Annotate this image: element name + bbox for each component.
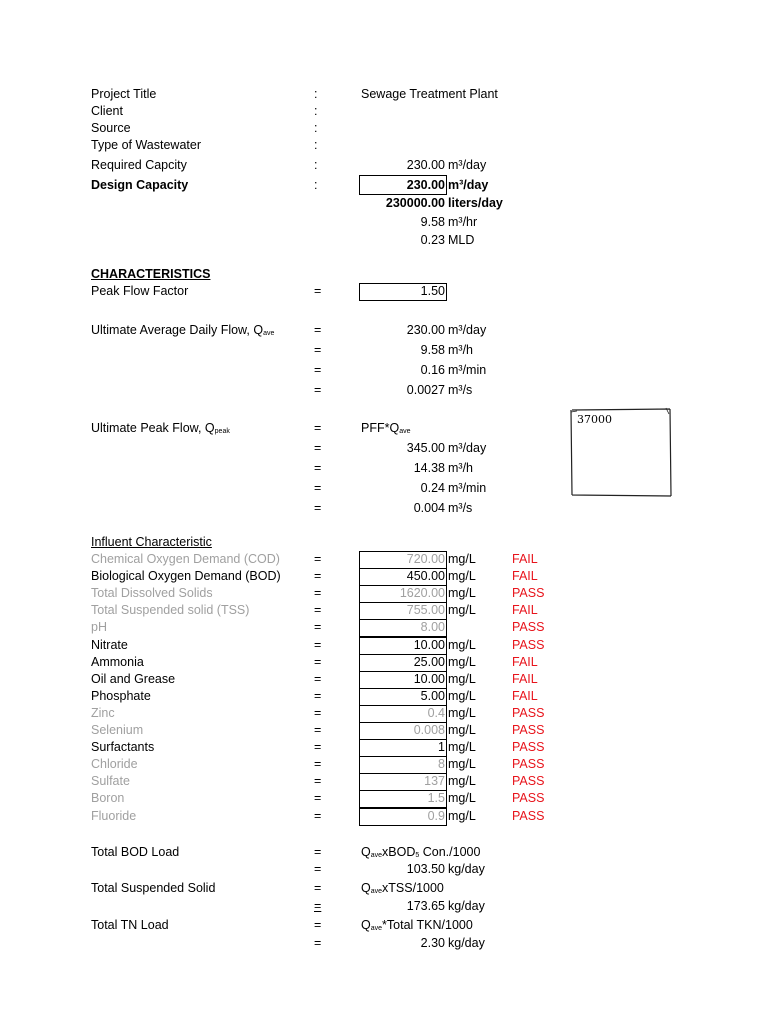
- colon: :: [314, 178, 318, 192]
- tn-load-label: Total TN Load: [91, 918, 169, 932]
- qave-value: 0.0027: [406, 383, 445, 397]
- influent-parameter-name: Surfactants: [91, 740, 155, 754]
- influent-result-badge: PASS: [512, 586, 545, 600]
- equals-sign: =: [314, 706, 322, 720]
- required-capacity-value: 230.00: [406, 158, 445, 172]
- colon: :: [314, 158, 318, 172]
- influent-result-badge: PASS: [512, 620, 545, 634]
- influent-parameter-name: Chemical Oxygen Demand (COD): [91, 552, 280, 566]
- influent-result-badge: FAIL: [512, 689, 538, 703]
- design-liters-unit: liters/day: [448, 196, 503, 210]
- influent-value: 8: [438, 757, 445, 771]
- influent-result-badge: PASS: [512, 774, 545, 788]
- influent-unit: mg/L: [448, 689, 476, 703]
- required-capacity-unit: m³/day: [448, 158, 487, 172]
- influent-result-badge: PASS: [512, 706, 545, 720]
- equals-sign: =: [314, 363, 322, 377]
- equals-sign: =: [314, 918, 322, 932]
- influent-unit: mg/L: [448, 791, 476, 805]
- bod-load-unit: kg/day: [448, 862, 485, 876]
- influent-unit: mg/L: [448, 723, 476, 737]
- influent-value: 1620.00: [399, 586, 445, 600]
- qpeak-unit: m³/min: [448, 481, 487, 495]
- influent-value: 0.4: [427, 706, 445, 720]
- tss-load-value: 173.65: [406, 899, 445, 913]
- equals-sign: =: [314, 881, 322, 895]
- qpeak-value: 0.004: [413, 501, 445, 515]
- equals-sign: =: [314, 441, 322, 455]
- equals-sign: =: [314, 899, 322, 913]
- project-title-label: Project Title: [91, 87, 157, 101]
- tss-load-unit: kg/day: [448, 899, 485, 913]
- influent-parameter-name: pH: [91, 620, 107, 634]
- qpeak-unit: m³/day: [448, 441, 487, 455]
- colon: :: [314, 138, 318, 152]
- influent-value: 755.00: [406, 603, 445, 617]
- equals-sign: =: [314, 689, 322, 703]
- equals-sign: =: [314, 461, 322, 475]
- influent-parameter-name: Selenium: [91, 723, 144, 737]
- design-hourly-unit: m³/hr: [448, 215, 478, 229]
- handwritten-note-box: [571, 409, 671, 497]
- equals-sign: =: [314, 845, 322, 859]
- equals-sign: =: [314, 586, 322, 600]
- influent-result-badge: PASS: [512, 757, 545, 771]
- equals-sign: =: [314, 552, 322, 566]
- influent-result-badge: PASS: [512, 791, 545, 805]
- client-label: Client: [91, 104, 123, 118]
- bod-load-formula: $Q_{ave}xBOD_5$ Con./1000: [361, 845, 481, 859]
- equals-sign: =: [314, 740, 322, 754]
- influent-parameter-name: Chloride: [91, 757, 138, 771]
- influent-result-badge: PASS: [512, 740, 545, 754]
- design-mld-unit: MLD: [448, 233, 475, 247]
- qpeak-value: 345.00: [406, 441, 445, 455]
- equals-sign: =: [314, 323, 322, 337]
- influent-result-badge: PASS: [512, 723, 545, 737]
- equals-sign: =: [314, 672, 322, 686]
- design-capacity-label: Design Capacity: [91, 178, 189, 192]
- influent-result-badge: FAIL: [512, 672, 538, 686]
- influent-value: 1.5: [427, 791, 445, 805]
- influent-parameter-name: Fluoride: [91, 809, 137, 823]
- equals-sign: =: [314, 774, 322, 788]
- project-title-value: Sewage Treatment Plant: [361, 87, 498, 101]
- influent-unit: mg/L: [448, 655, 476, 669]
- influent-parameter-name: Total Suspended solid (TSS): [91, 603, 250, 617]
- equals-sign: =: [314, 620, 322, 634]
- influent-result-badge: FAIL: [512, 552, 538, 566]
- qave-value: 230.00: [406, 323, 445, 337]
- influent-parameter-name: Zinc: [91, 706, 115, 720]
- influent-unit: mg/L: [448, 552, 476, 566]
- influent-value: 10.00: [413, 672, 445, 686]
- equals-sign: =: [314, 603, 322, 617]
- influent-result-badge: FAIL: [512, 569, 538, 583]
- equals-sign: =: [314, 284, 322, 298]
- equals-sign: =: [314, 655, 322, 669]
- influent-parameter-name: Phosphate: [91, 689, 151, 703]
- equals-sign: =: [314, 343, 322, 357]
- influent-value: 1: [438, 740, 445, 754]
- wastewater-type-label: Type of Wastewater: [91, 138, 201, 152]
- characteristics-heading: CHARACTERISTICS: [91, 267, 211, 281]
- qave-value: 9.58: [420, 343, 445, 357]
- influent-unit: mg/L: [448, 774, 476, 788]
- influent-value-input-cell[interactable]: [359, 739, 447, 757]
- design-hourly-value: 9.58: [420, 215, 445, 229]
- influent-parameter-name: Nitrate: [91, 638, 128, 652]
- qave-unit: m³/day: [448, 323, 487, 337]
- colon: :: [314, 121, 318, 135]
- influent-parameter-name: Ammonia: [91, 655, 144, 669]
- equals-sign: =: [314, 757, 322, 771]
- qave-unit: m³/s: [448, 383, 473, 397]
- influent-unit: mg/L: [448, 706, 476, 720]
- colon: :: [314, 87, 318, 101]
- qave-unit: m³/h: [448, 343, 473, 357]
- influent-parameter-name: Oil and Grease: [91, 672, 176, 686]
- influent-unit: mg/L: [448, 740, 476, 754]
- qpeak-unit: m³/h: [448, 461, 473, 475]
- influent-unit: mg/L: [448, 586, 476, 600]
- influent-value: 450.00: [406, 569, 445, 583]
- bod-load-label: Total BOD Load: [91, 845, 180, 859]
- peak-flow-factor-value: 1.50: [420, 284, 445, 298]
- influent-result-badge: PASS: [512, 638, 545, 652]
- tn-load-unit: kg/day: [448, 936, 485, 950]
- influent-parameter-name: Boron: [91, 791, 125, 805]
- influent-unit: mg/L: [448, 569, 476, 583]
- influent-value: 10.00: [413, 638, 445, 652]
- influent-unit: mg/L: [448, 757, 476, 771]
- qpeak-unit: m³/s: [448, 501, 473, 515]
- equals-sign: =: [314, 569, 322, 583]
- tss-load-formula: $Q_{ave}xTSS/1000$: [361, 881, 444, 895]
- required-capacity-label: Required Capcity: [91, 158, 187, 172]
- influent-value: 25.00: [413, 655, 445, 669]
- qpeak-formula: $PFF*Q_{ave}$: [361, 421, 411, 435]
- peak-flow-factor-label: Peak Flow Factor: [91, 284, 189, 298]
- equals-sign: =: [314, 421, 322, 435]
- qave-unit: m³/min: [448, 363, 487, 377]
- qpeak-value: 0.24: [420, 481, 445, 495]
- influent-unit: mg/L: [448, 638, 476, 652]
- design-capacity-value: 230.00: [406, 178, 445, 192]
- tn-load-value: 2.30: [420, 936, 445, 950]
- equals-sign: =: [314, 481, 322, 495]
- influent-parameter-name: Biological Oxygen Demand (BOD): [91, 569, 281, 583]
- qave-value: 0.16: [420, 363, 445, 377]
- influent-value: 8.00: [420, 620, 445, 634]
- influent-heading: Influent Characteristic: [91, 535, 212, 549]
- influent-result-badge: FAIL: [512, 655, 538, 669]
- design-mld-value: 0.23: [420, 233, 445, 247]
- equals-sign: =: [314, 501, 322, 515]
- equals-sign: =: [314, 791, 322, 805]
- influent-value: 0.008: [413, 723, 445, 737]
- influent-result-badge: PASS: [512, 809, 545, 823]
- equals-sign: =: [314, 809, 322, 823]
- tss-load-label: Total Suspended Solid: [91, 881, 216, 895]
- source-label: Source: [91, 121, 131, 135]
- influent-unit: mg/L: [448, 809, 476, 823]
- qave-label: Ultimate Average Daily Flow, $Q_{ave}$: [91, 323, 275, 337]
- equals-sign: =: [314, 638, 322, 652]
- equals-sign: =: [314, 862, 322, 876]
- design-capacity-unit: m³/day: [448, 178, 489, 192]
- influent-parameter-name: Total Dissolved Solids: [91, 586, 213, 600]
- handwritten-note-text: 37000: [577, 413, 612, 426]
- influent-value: 720.00: [406, 552, 445, 566]
- influent-result-badge: FAIL: [512, 603, 538, 617]
- influent-value: 137: [424, 774, 445, 788]
- influent-unit: mg/L: [448, 672, 476, 686]
- equals-sign: =: [314, 383, 322, 397]
- influent-value-input-cell[interactable]: [359, 756, 447, 774]
- equals-sign: =: [314, 723, 322, 737]
- influent-unit: mg/L: [448, 603, 476, 617]
- tn-load-formula: $Q_{ave}*Total$ TKN/1000: [361, 918, 473, 932]
- bod-load-value: 103.50: [406, 862, 445, 876]
- equals-sign: =: [314, 936, 322, 950]
- qpeak-label: Ultimate Peak Flow, $Q_{peak}$: [91, 421, 230, 435]
- influent-value: 5.00: [420, 689, 445, 703]
- design-liters-value: 230000.00: [385, 196, 445, 210]
- influent-parameter-name: Sulfate: [91, 774, 130, 788]
- qpeak-value: 14.38: [413, 461, 445, 475]
- influent-value: 0.9: [427, 809, 445, 823]
- colon: :: [314, 104, 318, 118]
